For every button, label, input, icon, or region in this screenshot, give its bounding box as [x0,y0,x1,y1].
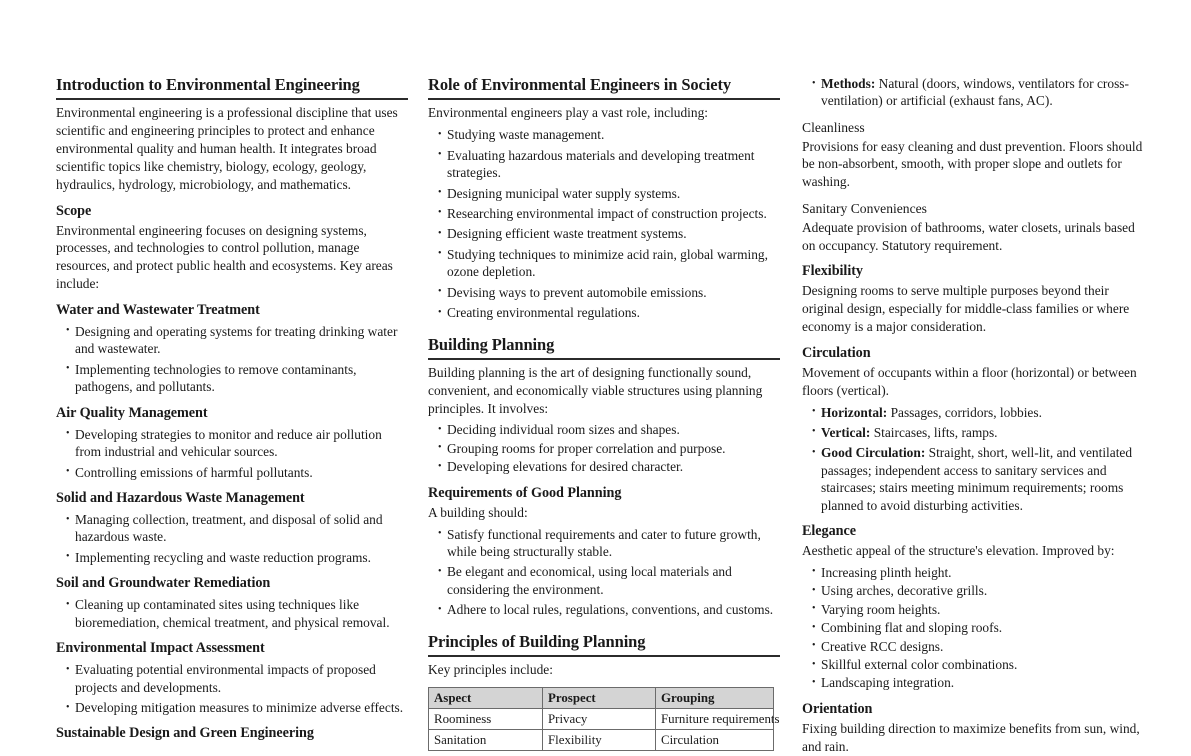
list-item [812,444,1150,514]
list-item [812,404,1150,421]
scope-paragraph: Environmental engineering focuses on designing systems, processes, and technologies to control pollution, manage resources, and protect public health and ecosystems. Key areas include: [56,222,393,292]
requirements-intro: A building should: [428,504,528,520]
table-cell: Roominess [429,709,543,730]
list-item: • Evaluating hazardous materials and developing treatment strategies. [438,147,780,182]
circulation-paragraph: Movement of occupants within a floor (horizontal) or between floors (vertical). [802,364,1137,398]
list-item: • Developing strategies to monitor and reduce air pollution from industrial and vehicular sources. [66,426,408,461]
section-heading-principles-building-planning: Principles of Building Planning [428,632,780,657]
list-item: • Creating environmental regulations. [438,304,780,321]
subheading-scope: Scope [56,202,92,219]
sanitary-conveniences-paragraph: Adequate provision of bathrooms, water closets, urinals based on occupancy. Statutory requirement. [802,219,1135,253]
list-item: • Using arches, decorative grills. [812,582,1150,599]
column-two [428,75,780,748]
section-heading-building-planning: Building Planning [428,335,780,360]
circulation-horizontal-label: Horizontal: [821,404,888,420]
table-cell: Flexibility [543,730,656,751]
list-building-planning-involves [428,421,780,475]
ventilation-methods-label: Methods: [821,76,876,91]
three-column-layout [56,75,1145,754]
list-item: • Controlling emissions of harmful pollutants. [66,464,408,481]
subheading-sustainable-design-green-engineering: Sustainable Design and Green Engineering [56,725,314,742]
list-item: • Designing municipal water supply systems. [438,185,780,202]
list-item: • Studying waste management. [438,126,780,143]
table-cell: Circulation [656,730,774,751]
list-item: • Designing and operating systems for treating drinking water and wastewater. [66,323,408,358]
list-item: • Skillful external color combinations. [812,656,1150,673]
role-intro-paragraph: Environmental engineers play a vast role, including: [428,105,709,121]
introduction-paragraph: Environmental engineering is a professional discipline that uses scientific and engineering principles to protect and enhance environmental quality and human health. It integrates broad scientific topics like chemistry, biology, ecology, geology, hydraulics, hydrology, microbiology, and mathematics. [56,105,398,192]
table-header-row [429,688,774,709]
circulation-good-label: Good Circulation: [821,445,926,461]
section-heading-introduction: Introduction to Environmental Engineering [56,75,408,100]
list-environmental-impact-assessment [56,661,408,716]
list-item: • Managing collection, treatment, and disposal of solid and hazardous waste. [66,511,408,546]
list-item: • Developing elevations for desired character. [438,458,780,475]
table-header-cell: Grouping [656,688,774,709]
cleanliness-paragraph: Provisions for easy cleaning and dust prevention. Floors should be non-absorbent, smooth, with proper slope and outlets for washing. [802,138,1143,190]
circulation-vertical-text: Staircases, lifts, ramps. [873,424,998,440]
flexibility-paragraph: Designing rooms to serve multiple purposes beyond their original design, especially for middle-class families or where economy is a major consideration. [802,283,1130,335]
list-item: • Be elegant and economical, using local materials and considering the environment. [438,563,780,598]
list-item: • Implementing recycling and waste reduction programs. [66,549,408,566]
table-row [429,709,774,730]
subheading-water-wastewater-treatment: Water and Wastewater Treatment [56,301,260,318]
list-circulation-types [802,404,1150,515]
list-item: • Landscaping integration. [812,674,1150,691]
list-elegance-improvements [802,564,1150,692]
column-three [802,75,1150,754]
table-cell: Privacy [543,709,656,730]
principles-intro: Key principles include: [428,662,553,678]
list-engineer-roles [428,126,780,321]
heading-sanitary-conveniences: Sanitary Conveniences [802,201,927,216]
subheading-air-quality-management: Air Quality Management [56,404,208,421]
list-item: • Implementing technologies to remove contaminants, pathogens, and pollutants. [66,361,408,396]
list-item [812,424,1150,441]
subheading-elegance: Elegance [802,523,856,540]
list-ventilation-methods [802,75,1150,110]
list-solid-hazardous-waste-management [56,511,408,566]
subheading-circulation: Circulation [802,344,871,361]
principles-table [428,687,780,751]
subheading-soil-groundwater-remediation: Soil and Groundwater Remediation [56,575,271,592]
ventilation-methods-text: Natural (doors, windows, ventilators for cross-ventilation) or artificial (exhaust fans, AC). [821,76,1129,109]
table-header-cell: Aspect [429,688,543,709]
heading-cleanliness: Cleanliness [802,119,865,135]
list-item: • Satisfy functional requirements and cater to future growth, while being structurally stable. [438,526,780,561]
list-item: • Designing efficient waste treatment systems. [438,225,780,242]
list-item: • Evaluating potential environmental impacts of proposed projects and developments. [66,661,408,696]
list-soil-groundwater-remediation [56,596,408,631]
subheading-orientation: Orientation [802,700,873,717]
section-heading-role-of-engineers: Role of Environmental Engineers in Society [428,75,780,100]
building-planning-intro: Building planning is the art of designing functionally sound, convenient, and economically viable structures using planning principles. It involves: [428,364,763,416]
list-item: • Cleaning up contaminated sites using techniques like bioremediation, chemical treatment, and physical removal. [66,596,408,631]
circulation-good-text: Straight, short, well-lit, and ventilated passages; independent access to sanitary services and staircases; stairs meeting minimum requirements; rooms planned to avoid disturbing activities. [821,445,1133,513]
table-row [429,730,774,751]
subheading-solid-hazardous-waste-management: Solid and Hazardous Waste Management [56,489,305,506]
table-header-cell: Prospect [543,688,656,709]
list-item: • Increasing plinth height. [812,564,1150,581]
list-water-wastewater-treatment [56,323,408,396]
list-item: • Varying room heights. [812,601,1150,618]
table-cell: Furniture requirements [656,709,774,730]
column-one [56,75,408,742]
list-item [812,75,1150,110]
list-air-quality-management [56,426,408,481]
list-item: • Creative RCC designs. [812,638,1150,655]
subheading-flexibility: Flexibility [802,263,863,280]
list-item: • Deciding individual room sizes and shapes. [438,421,780,438]
list-item: • Combining flat and sloping roofs. [812,619,1150,636]
list-item: • Researching environmental impact of construction projects. [438,205,780,222]
list-item: • Devising ways to prevent automobile emissions. [438,284,780,301]
list-item: • Studying techniques to minimize acid rain, global warming, ozone depletion. [438,246,780,281]
orientation-paragraph: Fixing building direction to maximize benefits from sun, wind, and rain. [802,720,1140,754]
list-item: • Developing mitigation measures to minimize adverse effects. [66,699,408,716]
table-cell: Sanitation [429,730,543,751]
subheading-requirements-good-planning: Requirements of Good Planning [428,484,622,501]
list-item: • Adhere to local rules, regulations, conventions, and customs. [438,601,780,618]
list-item: • Grouping rooms for proper correlation and purpose. [438,440,780,457]
list-good-planning-requirements [428,526,780,619]
circulation-vertical-label: Vertical: [821,424,871,440]
subheading-environmental-impact-assessment: Environmental Impact Assessment [56,640,265,657]
circulation-horizontal-text: Passages, corridors, lobbies. [890,404,1042,420]
elegance-paragraph: Aesthetic appeal of the structure's elevation. Improved by: [802,543,1115,559]
